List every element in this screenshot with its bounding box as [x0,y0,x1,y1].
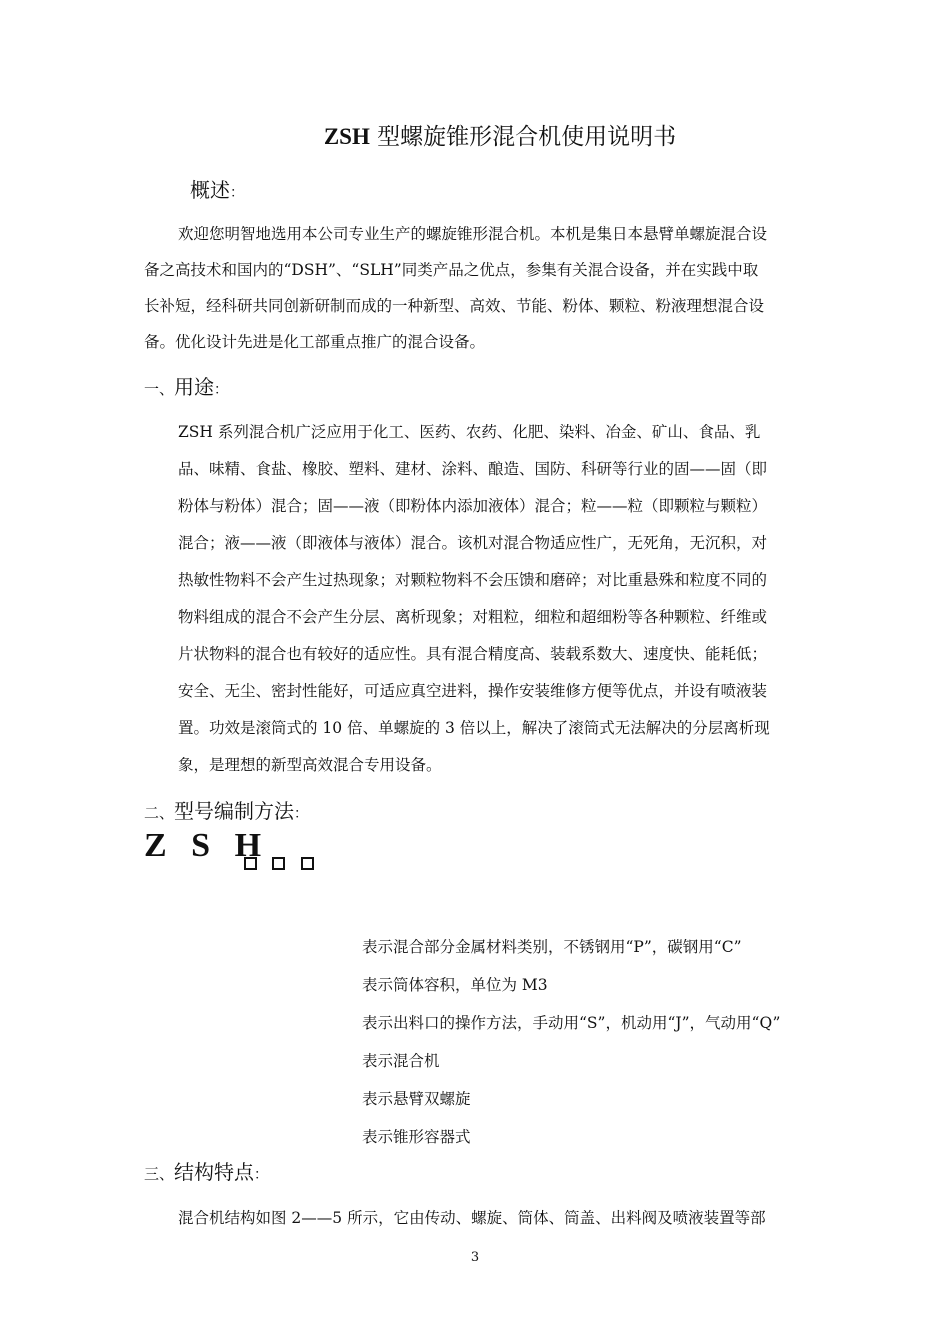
section3-heading [144,1156,268,1185]
section1-line: ZSH 系列混合机广泛应用于化工、医药、农药、化肥、染料、冶金、矿山、食品、乳 [178,423,761,441]
legend-item: 表示出料口的操作方法，手动用“S”，机动用“J”，气动用“Q” [362,1014,781,1032]
overview-line: 备之高技术和国内的“DSH”、“SLH”同类产品之优点，参集有关混合设备，并在实践中取 [144,261,759,279]
section1-line: 粉体与粉体）混合；固——液（即粉体内添加液体）混合；粒——粒（即颗粒与颗粒） [178,497,768,515]
section1-paragraph [178,414,770,784]
section2-number: 二、 [144,804,175,822]
document-title [0,118,950,151]
placeholder-box-3 [301,857,314,870]
section1-heading [144,371,228,400]
section3-number: 三、 [144,1165,175,1183]
overview-heading [190,174,244,203]
section1-heading-text: 用途 [174,375,215,399]
placeholder-box-2 [272,857,285,870]
model-legend [362,928,780,1156]
section3-line: 混合机结构如图 2——5 所示，它由传动、螺旋、筒体、筒盖、出料阀及喷液装置等部 [178,1209,766,1227]
legend-item: 表示混合部分金属材料类别，不锈钢用“P”，碳钢用“C” [362,938,742,956]
section1-line: 物料组成的混合不会产生分层、离析现象；对粗粒，细粒和超细粉等各种颗粒、纤维或 [178,608,768,626]
overview-heading-text: 概述 [190,178,230,202]
section3-heading-text: 结构特点 [174,1160,255,1184]
overview-paragraph [144,216,767,360]
overview-line: 备。优化设计先进是化工部重点推广的混合设备。 [144,333,486,351]
placeholder-box-1 [244,857,257,870]
section1-line: 片状物料的混合也有较好的适应性。具有混合精度高、装载系数大、速度快、能耗低； [178,645,768,663]
legend-item: 表示锥形容器式 [362,1128,471,1146]
section1-line: 混合；液——液（即液体与液体）混合。该机对混合物适应性广，无死角，无沉积，对 [178,534,768,552]
section1-line: 热敏性物料不会产生过热现象；对颗粒物料不会压馈和磨碎；对比重悬殊和粒度不同的 [178,571,768,589]
section1-heading-colon: ： [214,382,229,398]
legend-item: 表示筒体容积，单位为 M3 [362,976,548,994]
legend-item: 表示混合机 [362,1052,440,1070]
section2-heading-text: 型号编制方法 [174,799,295,823]
section1-line: 象，是理想的新型高效混合专用设备。 [178,756,442,774]
section2-heading [144,795,308,824]
section1-line: 品、味精、食盐、橡胶、塑料、建材、涂料、酿造、国防、科研等行业的固——固（即 [178,460,768,478]
section1-number: 一、 [144,380,175,398]
section1-line: 置。功效是滚筒式的 10 倍、单螺旋的 3 倍以上，解决了滚筒式无法解决的分层离析现 [178,719,770,737]
page-number: 3 [470,1250,480,1265]
legend-item: 表示悬臂双螺旋 [362,1090,471,1108]
section2-heading-colon: ： [294,806,309,822]
overview-line: 欢迎您明智地选用本公司专业生产的螺旋锥形混合机。本机是集日本悬臂单螺旋混合设 [178,225,768,243]
model-code: Z S H [144,827,270,864]
section3-paragraph [178,1200,766,1236]
overview-heading-colon: ： [230,185,244,201]
section1-line: 安全、无尘、密封性能好，可适应真空进料，操作安装维修方便等优点，并设有喷液装 [178,682,768,700]
overview-line: 长补短，经科研共同创新研制而成的一种新型、高效、节能、粉体、颗粒、粉液理想混合设 [144,297,765,315]
title-rest: 型螺旋锥形混合机使用说明书 [377,124,677,150]
title-prefix: ZSH [323,124,370,149]
section3-heading-colon: ： [254,1167,269,1183]
